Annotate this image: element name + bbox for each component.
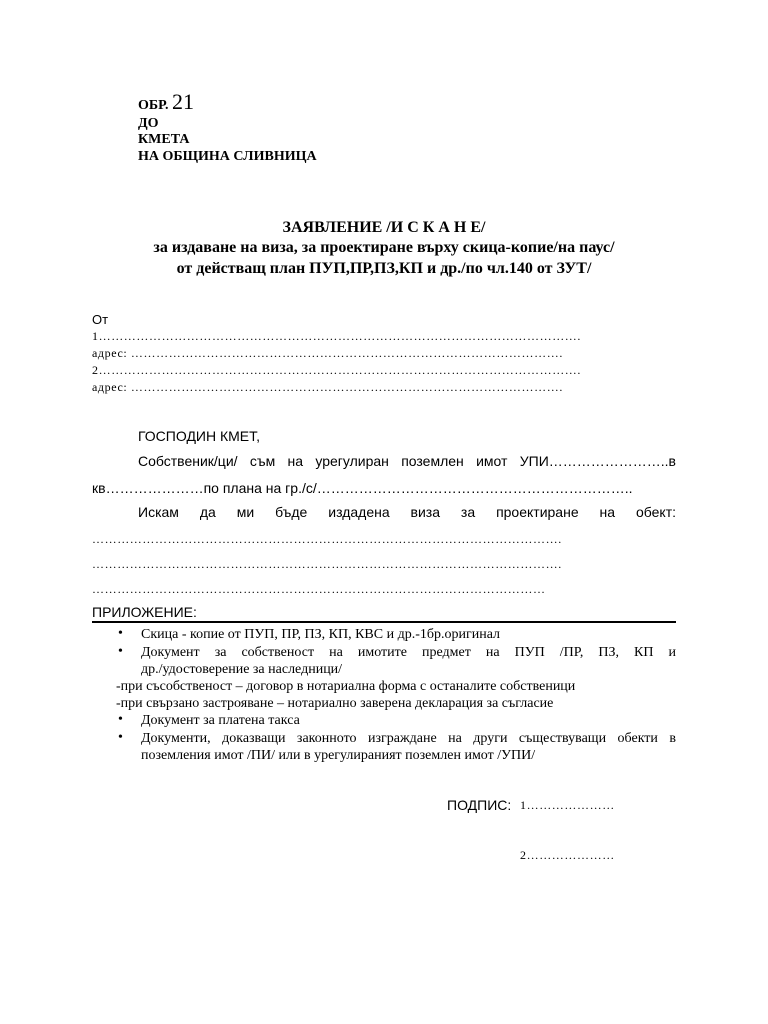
attachment-item-4: Документи, доказващи законното изграждане на други съществуващи обекти в [141,731,676,746]
document-title: ЗАЯВЛЕНИЕ /И С К А Н Е/ [282,219,486,236]
signature-field-2[interactable]: 2………………… [520,848,615,862]
addressee-line-2: КМЕТА [138,132,190,147]
bullet-3: • [118,712,123,727]
visa-request-statement: Искам да ми бъде издадена виза за проектиране на обект: [138,504,676,520]
ownership-statement-cont[interactable]: кв…………………по плана на гр./с/………………………………………………………….. [92,480,633,496]
addressee-line-1: ДО [138,116,159,131]
form-number-value: 21 [171,89,194,114]
attachment-item-3: Документ за платена такса [141,713,300,728]
object-field-1[interactable]: …………………………………………………………………………………………………. [92,532,562,546]
attachment-item-4-cont: поземления имот /ПИ/ или в урегулираният поземлен имот /УПИ/ [141,748,536,763]
bullet-1: • [118,626,123,641]
attachments-divider [92,621,676,623]
signature-field-1[interactable]: 1………………… [520,798,615,812]
applicant-1-address-field[interactable]: адрес: …………………………………………………………………………………………. [92,346,563,360]
attachments-heading: ПРИЛОЖЕНИЕ: [92,604,197,620]
attachment-item-2: Документ за собственост на имотите предмет на ПУП /ПР, ПЗ, КП и [141,645,676,660]
from-label: От [92,312,109,327]
attachment-item-2-cont: др./удостоверение за наследници/ [141,662,343,677]
form-number [138,89,194,115]
object-field-2[interactable]: …………………………………………………………………………………………………. [92,557,562,571]
form-number-prefix: ОБР. [138,98,169,113]
attachment-item-1: Скица - копие от ПУП, ПР, ПЗ, КП, КВС и др.-1бр.оригинал [141,627,501,642]
bullet-4: • [118,730,123,745]
attachment-note-1: -при съсобственост – договор в нотариална форма с останалите собственици [116,679,576,694]
applicant-1-field[interactable]: 1……………………………………………………………………………………………………. [92,329,581,343]
ownership-statement: Собственик/ци/ съм на урегулиран поземлен имот УПИ……………………..в [138,453,676,469]
applicant-2-field[interactable]: 2……………………………………………………………………………………………………. [92,363,581,377]
object-field-3[interactable]: ……………………………………………………………………………………………… [92,582,546,596]
salutation: ГОСПОДИН КМЕТ, [138,428,261,444]
document-subtitle-2: от действащ план ПУП,ПР,ПЗ,КП и др./по чл.140 от ЗУТ/ [176,260,592,277]
applicant-2-address-field[interactable]: адрес: …………………………………………………………………………………………. [92,380,563,394]
addressee-line-3: НА ОБЩИНА СЛИВНИЦА [138,149,317,164]
signature-label: ПОДПИС: [447,797,512,813]
attachment-note-2: -при свързано застрояване – нотариално заверена декларация за съгласие [116,696,554,711]
document-subtitle-1: за издаване на виза, за проектиране върху скица-копие/на паус/ [153,239,615,256]
bullet-2: • [118,644,123,659]
